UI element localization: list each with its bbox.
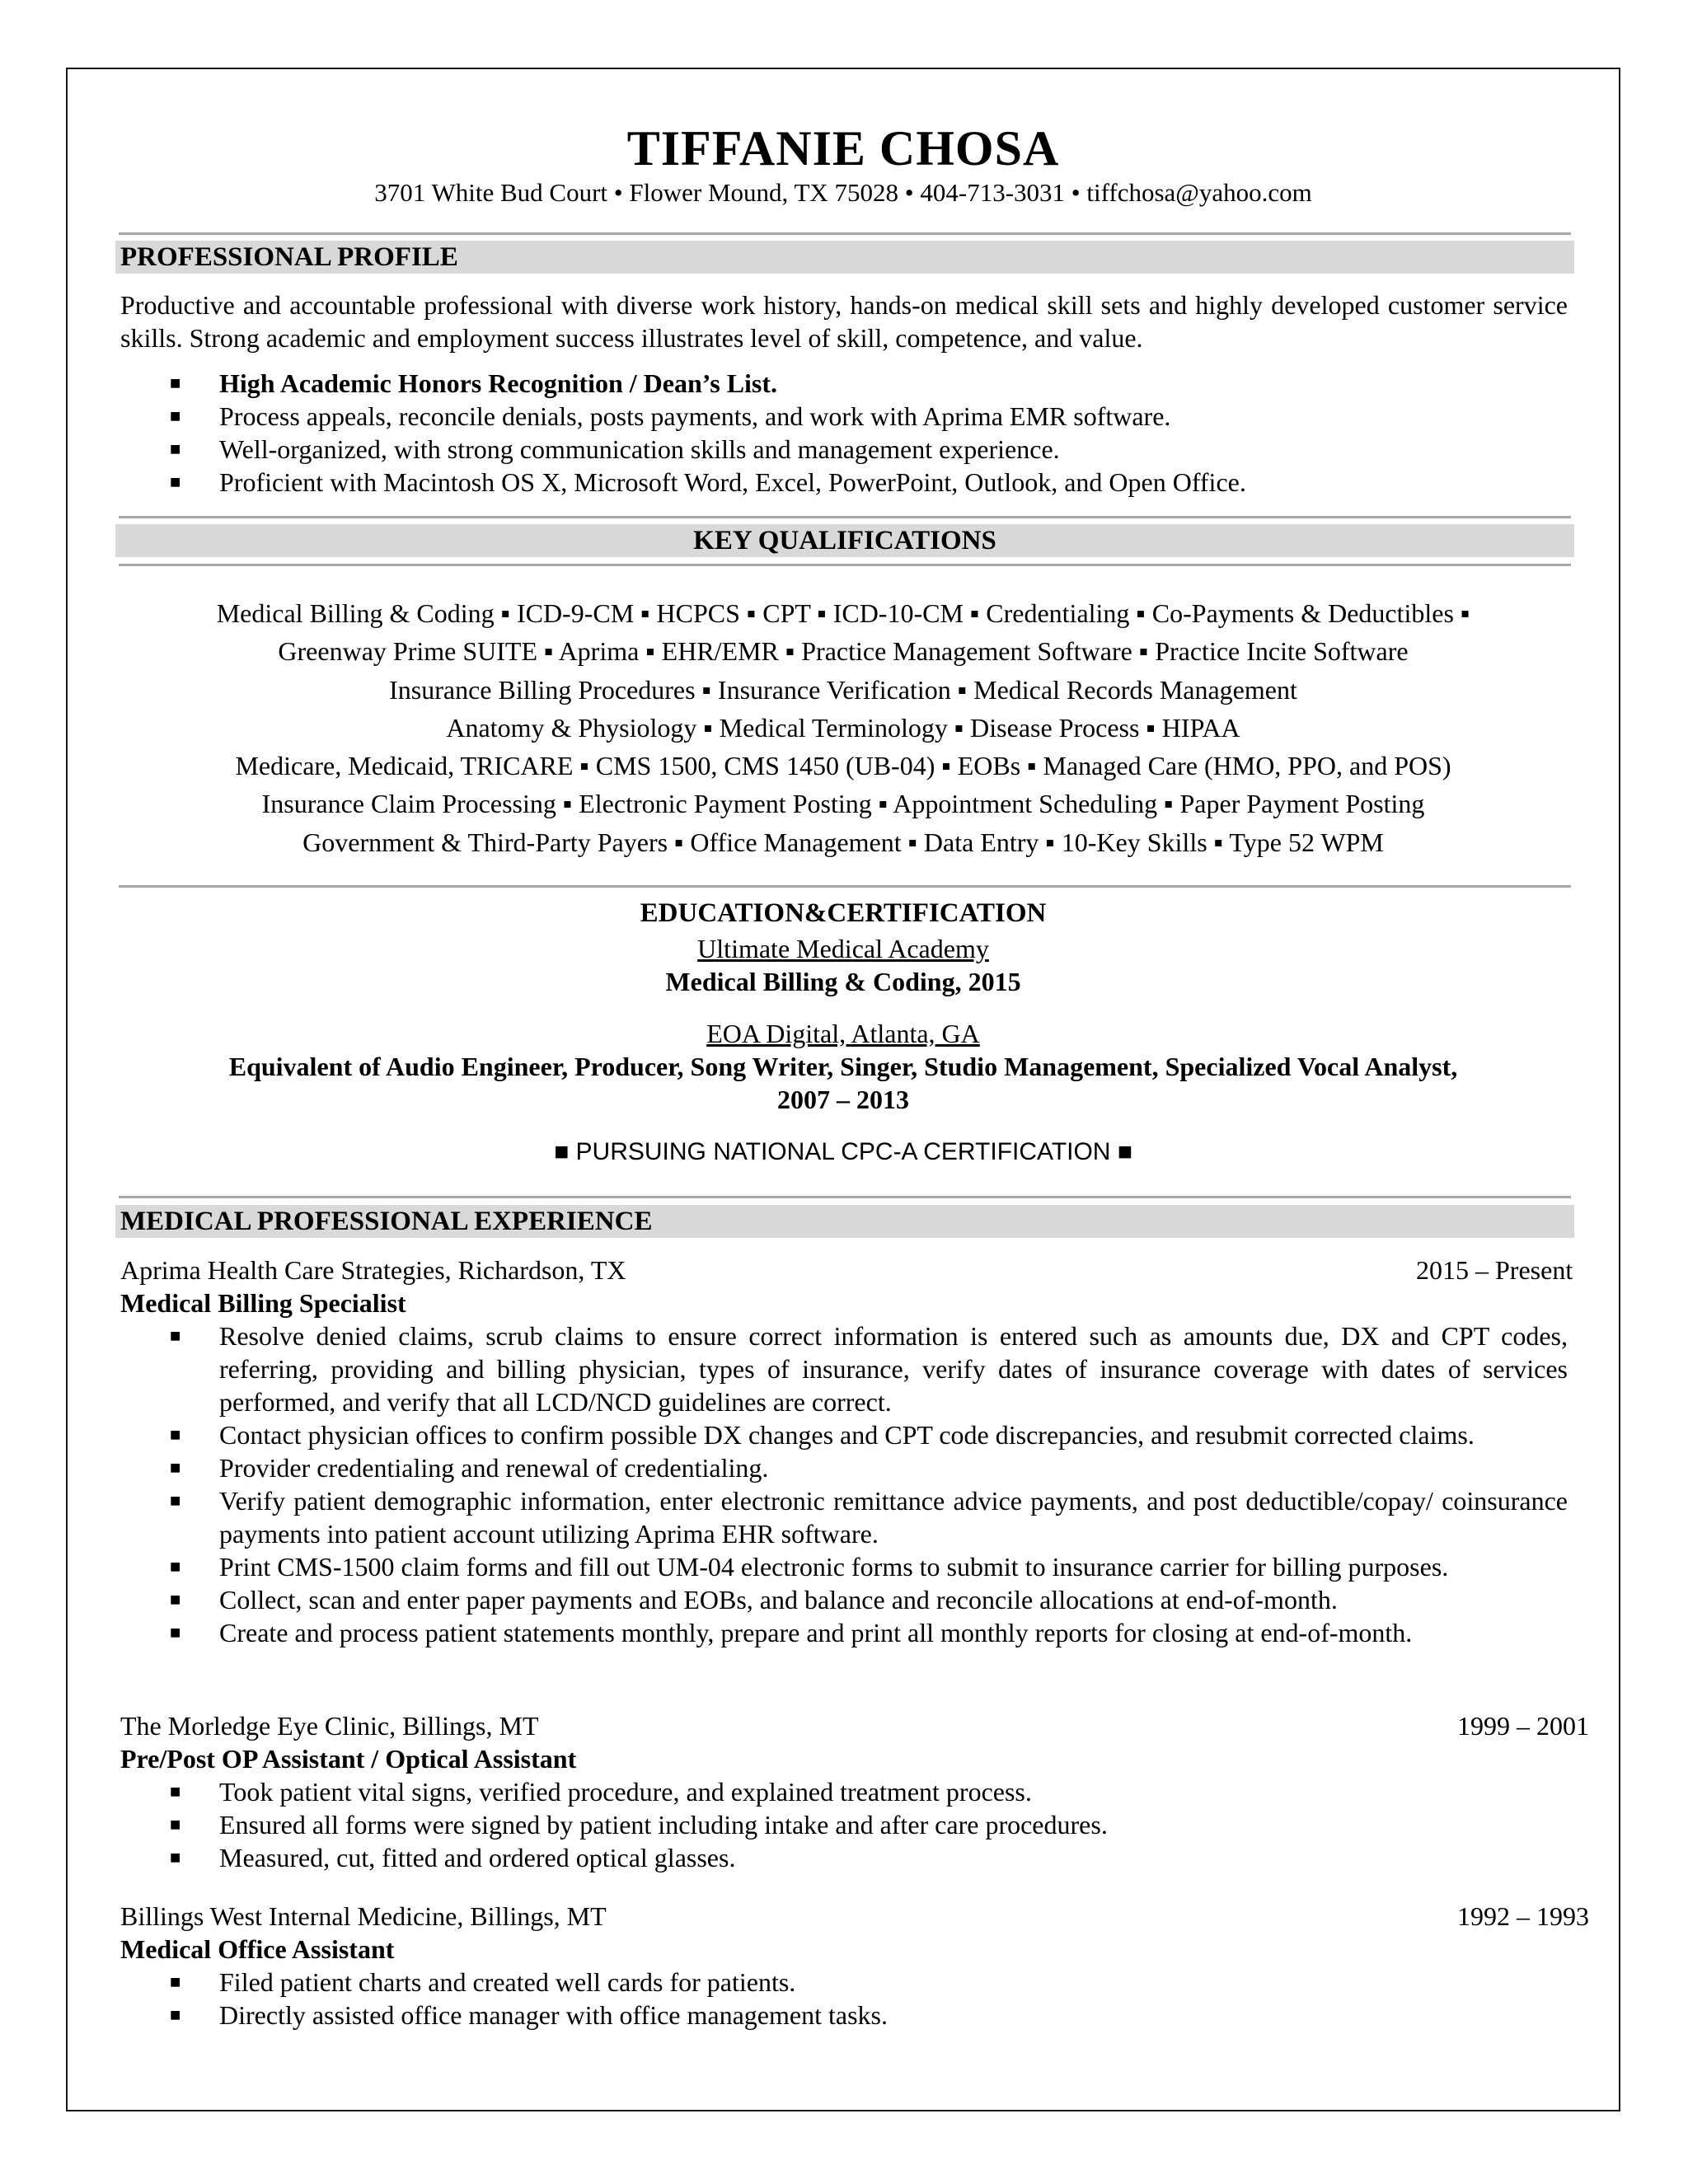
list-item: ■ Well-organized, with strong communication skills and management experience. [170, 434, 1060, 464]
section-rule [119, 1196, 1571, 1198]
job-title: Medical Billing Specialist [120, 1288, 406, 1318]
job-dates: 1999 – 2001 [1457, 1711, 1589, 1741]
candidate-name: TIFFANIE CHOSA [626, 121, 1060, 176]
list-item: ■ Print CMS-1500 claim forms and fill out UM-04 electronic forms to submit to insurance carrier for billing purposes. [170, 1552, 1449, 1582]
section-heading-experience: MEDICAL PROFESSIONAL EXPERIENCE [120, 1207, 653, 1236]
section-rule [119, 564, 1571, 566]
qualification-line: Insurance Claim Processing ▪ Electronic Payment Posting ▪ Appointment Scheduling ▪ Paper Payment Posting [261, 789, 1425, 819]
bullet-square-icon: ■ [170, 405, 181, 426]
bullet-square-icon: ■ [170, 1589, 181, 1610]
school-name: Ultimate Medical Academy [697, 934, 989, 963]
list-item: ■ Verify patient demographic information, enter electronic remittance advice payments, and post deductible/copay/ coinsurance payments into patient account utilizing Aprima EHR software. [170, 1486, 1568, 1549]
list-item: ■ Process appeals, reconcile denials, posts payments, and work with Aprima EMR software. [170, 401, 1171, 431]
program-name: Medical Billing & Coding, 2015 [665, 967, 1021, 996]
qualification-line: Government & Third-Party Payers ▪ Office Management ▪ Data Entry ▪ 10-Key Skills ▪ Type 52 WPM [302, 827, 1384, 857]
job-title: Medical Office Assistant [120, 1934, 395, 1964]
job-duties [120, 1319, 1568, 1649]
bullet-square-icon: ■ [170, 1622, 181, 1643]
list-item: ■ Create and process patient statements monthly, prepare and print all monthly reports for closing at end-of-month. [170, 1618, 1413, 1647]
employer-name: Aprima Health Care Strategies, Richardson, TX [120, 1255, 626, 1285]
section-heading-qualifications: KEY QUALIFICATIONS [693, 526, 996, 555]
section-heading-education: EDUCATION&CERTIFICATION [640, 898, 1047, 928]
list-item: ■ Resolve denied claims, scrub claims to ensure correct information is entered such as amounts due, DX and CPT codes, referring, providing and billing physician, types of insurance, verify dates of insurance coverage with dates of services performed, and verify that all LCD/NCD guidelines are correct. [170, 1321, 1568, 1417]
qualification-line: Insurance Billing Procedures ▪ Insurance Verification ▪ Medical Records Management [389, 674, 1297, 705]
list-item: ■ High Academic Honors Recognition / Dean’s List. [170, 368, 778, 398]
bullet-square-icon: ■ [170, 1424, 181, 1445]
contact-line: 3701 White Bud Court • Flower Mound, TX 75028 • 404-713-3031 • tiffchosa@yahoo.com [374, 178, 1312, 207]
school-name: EOA Digital, Atlanta, GA [706, 1019, 980, 1048]
resume-page [66, 68, 1620, 2111]
qualification-line: Medical Billing & Coding ▪ ICD-9-CM ▪ HCPCS ▪ CPT ▪ ICD-10-CM ▪ Credentialing ▪ Co-Payments & Deductibles ▪ [216, 598, 1470, 628]
section-rule [119, 885, 1571, 888]
list-item: ■ Provider credentialing and renewal of credentialing. [170, 1453, 769, 1483]
employer-name: Billings West Internal Medicine, Billings, MT [120, 1901, 607, 1931]
bullet-square-icon: ■ [170, 2004, 181, 2025]
job-dates: 2015 – Present [1416, 1255, 1573, 1285]
program-name: Equivalent of Audio Engineer, Producer, Song Writer, Singer, Studio Management, Specialized Vocal Analyst, [228, 1052, 1458, 1081]
list-item: ■ Ensured all forms were signed by patient including intake and after care procedures. [170, 1810, 1108, 1840]
list-item: ■ Proficient with Macintosh OS X, Microsoft Word, Excel, PowerPoint, Outlook, and Open Office. [170, 467, 1246, 497]
profile-highlights [120, 367, 1568, 499]
bullet-square-icon: ■ [170, 373, 181, 393]
section-rule [119, 516, 1571, 518]
section-rule [119, 232, 1571, 235]
list-item: ■ Filed patient charts and created well cards for patients. [170, 1967, 796, 1997]
qualification-line: Anatomy & Physiology ▪ Medical Terminology ▪ Disease Process ▪ HIPAA [446, 712, 1240, 743]
bullet-square-icon: ■ [170, 1971, 181, 1992]
bullet-square-icon: ■ [170, 471, 181, 492]
list-item: ■ Directly assisted office manager with office management tasks. [170, 2000, 888, 2030]
bullet-square-icon: ■ [170, 1490, 181, 1511]
bullet-square-icon: ■ [170, 1847, 181, 1868]
job-duties [120, 1775, 1568, 1874]
job-dates: 1992 – 1993 [1457, 1901, 1589, 1931]
bullet-square-icon: ■ [170, 1556, 181, 1577]
qualification-line: Greenway Prime SUITE ▪ Aprima ▪ EHR/EMR ▪ Practice Management Software ▪ Practice Incite Software [278, 636, 1409, 667]
job-header [120, 1254, 1620, 1286]
bullet-square-icon: ■ [170, 1781, 181, 1802]
bullet-square-icon: ■ [170, 438, 181, 459]
list-item: ■ Took patient vital signs, verified procedure, and explained treatment process. [170, 1777, 1032, 1807]
job-header [120, 1900, 1620, 1933]
qualifications-list [68, 594, 1619, 861]
job-title: Pre/Post OP Assistant / Optical Assistant [120, 1744, 577, 1774]
bullet-square-icon: ■ [170, 1325, 181, 1346]
qualification-line: Medicare, Medicaid, TRICARE ▪ CMS 1500, CMS 1450 (UB-04) ▪ EOBs ▪ Managed Care (HMO, PPO, and POS) [235, 751, 1451, 781]
certification-note: ■ PURSUING NATIONAL CPC-A CERTIFICATION ■ [554, 1138, 1132, 1165]
bullet-square-icon: ■ [170, 1814, 181, 1835]
list-item: ■ Measured, cut, fitted and ordered optical glasses. [170, 1843, 736, 1872]
bullet-square-icon: ■ [170, 1457, 181, 1478]
profile-summary: Productive and accountable professional with diverse work history, hands-on medical skill sets and highly developed customer service skills. Strong academic and employment success illustrates level of skill, competence, and value. [120, 290, 1568, 353]
program-dates: 2007 – 2013 [777, 1085, 909, 1114]
list-item: ■ Collect, scan and enter paper payments and EOBs, and balance and reconcile allocations at end-of-month. [170, 1585, 1338, 1615]
employer-name: The Morledge Eye Clinic, Billings, MT [120, 1711, 539, 1741]
job-duties [120, 1966, 1568, 2032]
section-heading-profile: PROFESSIONAL PROFILE [120, 242, 458, 272]
list-item: ■ Contact physician offices to confirm possible DX changes and CPT code discrepancies, and resubmit corrected claims. [170, 1420, 1475, 1450]
job-header [120, 1709, 1620, 1742]
